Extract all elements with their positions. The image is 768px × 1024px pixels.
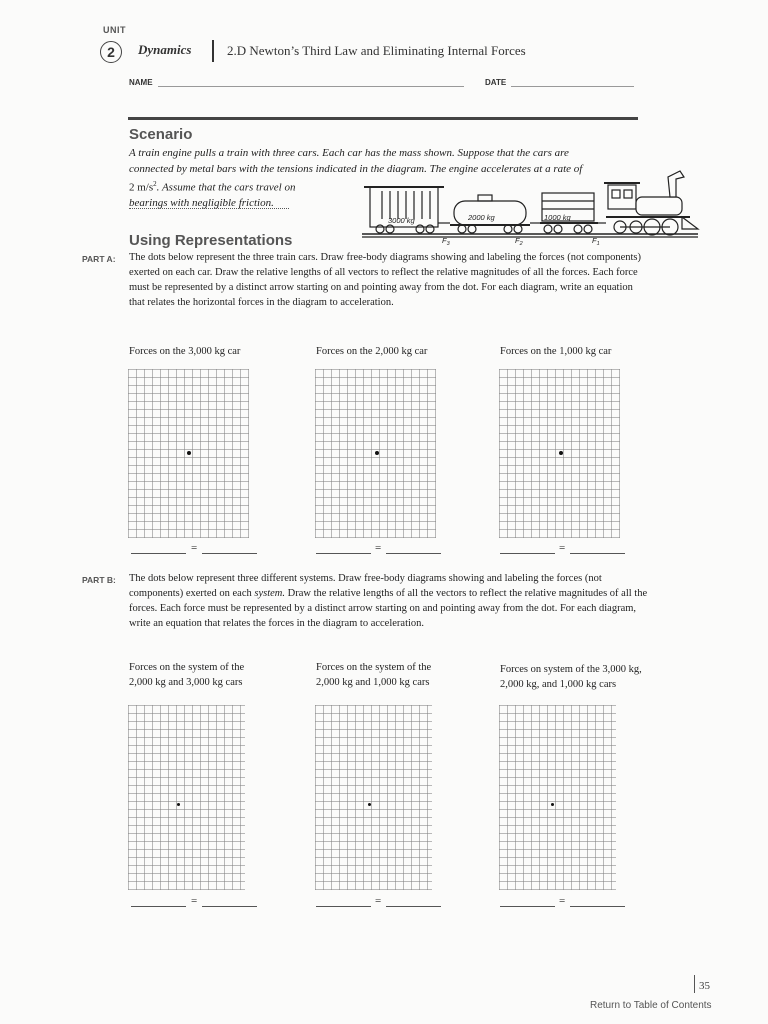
part-a-dot-3	[559, 451, 563, 455]
part-a-eq-2-right[interactable]	[386, 553, 441, 554]
page-number-bar	[694, 975, 695, 993]
scenario-heading: Scenario	[129, 126, 193, 143]
header-rule	[128, 117, 638, 120]
name-field[interactable]	[158, 86, 464, 87]
force-f1: F	[592, 236, 597, 245]
page-number: 35	[699, 980, 710, 992]
part-a-diagram-2-label: Forces on the 2,000 kg car	[316, 346, 428, 357]
force-f2-label	[515, 236, 523, 247]
lesson-title: 2.D Newton’s Third Law and Eliminating Internal Forces	[227, 43, 526, 58]
part-b-grid-3[interactable]	[499, 705, 616, 890]
date-label: DATE	[485, 78, 507, 87]
part-a-dot-1	[187, 451, 191, 455]
part-b-dot-2	[368, 803, 371, 806]
part-b-dot-3	[551, 803, 554, 806]
name-label: NAME	[129, 78, 153, 87]
part-b-eq-2-right[interactable]	[386, 906, 441, 907]
part-b-dot-1	[177, 803, 180, 806]
dotted-rule	[129, 208, 289, 209]
title-separator	[212, 40, 214, 62]
part-b-diagram-3-line-1: Forces on system of the 3,000 kg,	[500, 664, 642, 675]
part-a-dot-2	[375, 451, 379, 455]
part-b-eq-3-right[interactable]	[570, 906, 625, 907]
scenario-line-2: connected by metal bars with the tensions indicated in the diagram. The engine accelerates at a rate of	[129, 162, 583, 175]
part-b-diagram-2-line-2: 2,000 kg and 1,000 kg cars	[316, 677, 430, 688]
part-a-eq-3-right[interactable]	[570, 553, 625, 554]
part-b-diagram-3-label	[500, 662, 642, 692]
part-b-grid-2[interactable]	[315, 705, 432, 890]
scenario-line-4: bearings with negligible friction.	[129, 197, 274, 210]
part-a-eq-2-left[interactable]	[316, 553, 371, 554]
part-b-eq-1-sign: =	[191, 895, 198, 907]
scenario-line-3-suffix: . Assume that the cars travel on	[156, 181, 296, 194]
part-a-eq-3-sign: =	[559, 542, 566, 554]
car-3-mass: 1000 kg	[544, 213, 571, 222]
part-a-label: PART A:	[82, 254, 116, 264]
part-a-diagram-3-label: Forces on the 1,000 kg car	[500, 346, 612, 357]
force-f2: F	[515, 236, 520, 245]
engine-boiler	[636, 197, 682, 215]
force-f3: F	[442, 236, 447, 245]
part-b-eq-3-sign: =	[559, 895, 566, 907]
force-f2-subscript: 2	[519, 241, 523, 247]
part-b-eq-2-sign: =	[375, 895, 382, 907]
part-b-eq-3-left[interactable]	[500, 906, 555, 907]
part-b-diagram-2-label	[316, 660, 431, 690]
force-f3-subscript: 3	[446, 241, 450, 247]
part-b-diagram-2-line-1: Forces on the system of the	[316, 662, 432, 673]
part-a-eq-1-left[interactable]	[131, 553, 186, 554]
part-b-diagram-1-line-1: Forces on the system of the	[129, 662, 245, 673]
part-b-eq-1-left[interactable]	[131, 906, 186, 907]
part-b-text-before: The dots below represent three different systems. Draw free-body diagrams showing and labeling the forces (not components) exerted on each	[129, 573, 602, 599]
part-b-diagram-3-line-2: 2,000 kg, and 1,000 kg cars	[500, 679, 617, 690]
car-2-mass: 2000 kg	[468, 213, 495, 222]
part-a-diagram-1-label: Forces on the 3,000 kg car	[129, 346, 241, 357]
force-f1-label	[592, 236, 600, 247]
part-b-grid-1[interactable]	[128, 705, 245, 890]
force-f1-subscript: 1	[596, 241, 600, 247]
unit-label: UNIT	[103, 25, 126, 35]
train-illustration	[358, 165, 703, 250]
table-of-contents-link[interactable]: Return to Table of Contents	[590, 1000, 712, 1011]
part-b-text-emphasis: system.	[254, 588, 285, 599]
part-a-eq-2-sign: =	[375, 542, 382, 554]
scenario-line-1: A train engine pulls a train with three cars. Each car has the mass shown. Suppose that the cars are	[129, 147, 569, 159]
unit-title: Dynamics	[138, 42, 192, 57]
part-b-label: PART B:	[82, 575, 116, 585]
part-a-eq-3-left[interactable]	[500, 553, 555, 554]
part-a-eq-1-right[interactable]	[202, 553, 257, 554]
part-b-diagram-1-line-2: 2,000 kg and 3,000 kg cars	[129, 677, 243, 688]
part-a-eq-1-sign: =	[191, 542, 198, 554]
part-b-eq-1-right[interactable]	[202, 906, 257, 907]
date-field[interactable]	[511, 86, 634, 87]
part-b-diagram-1-label	[129, 660, 244, 690]
acceleration-exponent: 2	[153, 180, 157, 188]
acceleration-value: 2 m/s	[129, 181, 154, 194]
part-b-eq-2-left[interactable]	[316, 906, 371, 907]
car-1-mass: 3000 kg	[388, 216, 415, 225]
part-a-text: The dots below represent the three train cars. Draw free-body diagrams showing and labeling the forces (not components) exerted on each car. Draw the relative lengths of all vectors to reflect the relative magnitudes of all the forces. Each force must be represented by a distinct arrow starting on and pointing away from the dot. For each diagram, write an equation that relates the horizontal forces in the diagram to acceleration.	[129, 252, 641, 308]
part-b-text	[129, 571, 649, 631]
force-f3-label	[442, 236, 451, 247]
unit-number-badge: 2	[100, 41, 122, 63]
part-b-text-after: Draw the relative lengths of all the vectors to reflect the relative magnitudes of all the forces. Each force must be represented by a distinct arrow starting on and pointing away from the dot. For each diagram, write an equation that relates the forces in the diagram to acceleration.	[129, 588, 648, 629]
representations-heading: Using Representations	[129, 232, 293, 249]
